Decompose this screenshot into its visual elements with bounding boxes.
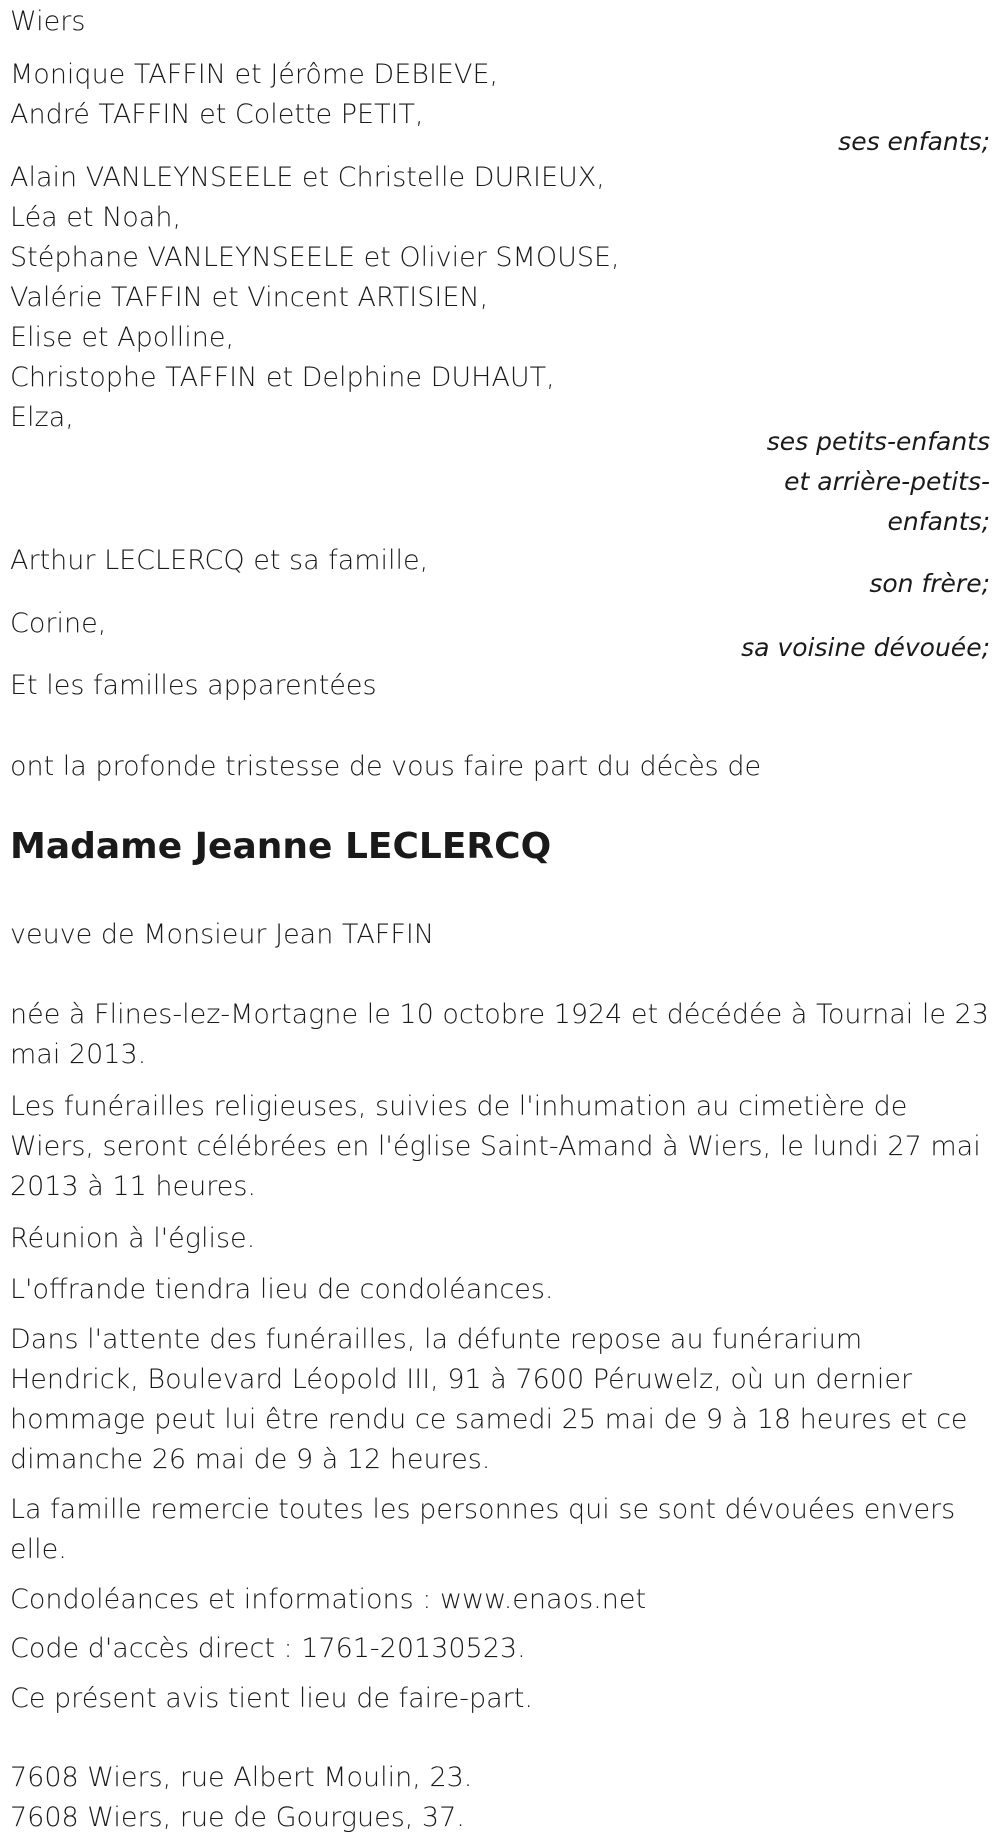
family-line: Christophe TAFFIN et Delphine DUHAUT, [10, 362, 555, 393]
family-line: Alain VANLEYNSEELE et Christelle DURIEUX, [10, 162, 605, 193]
paragraph-condolences: Condoléances et informations : www.enaos.net [10, 1584, 647, 1615]
address-line: 7608 Wiers, rue de Gourgues, 37. [10, 1802, 465, 1833]
relation-role: ses enfants; [838, 127, 990, 156]
paragraph-funerarium: Dans l'attente des funérailles, la défunte repose au funérarium Hendrick, Boulevard Léopold III, 91 à 7600 Péruwelz, où un dernier hommage peut lui être rendu ce samedi 25 mai de 9 à 18 heures et ce dimanche 26 mai de 9 à 12 heures. [10, 1324, 968, 1475]
paragraph-birth-death: née à Flines-lez-Mortagne le 10 octobre 1924 et décédée à Tournai le 23 mai 2013. [10, 999, 989, 1070]
paragraph-meeting: Réunion à l'église. [10, 1223, 256, 1254]
deceased-name: Madame Jeanne LECLERCQ [10, 826, 552, 867]
family-line: André TAFFIN et Colette PETIT, [10, 99, 424, 130]
widow-of-line: veuve de Monsieur Jean TAFFIN [10, 919, 435, 950]
relation-role: enfants; [887, 507, 990, 536]
paragraph-notice: Ce présent avis tient lieu de faire-part. [10, 1683, 533, 1714]
paragraph-thanks: La famille remercie toutes les personnes qui se sont dévouées envers elle. [10, 1494, 956, 1565]
family-line: Monique TAFFIN et Jérôme DEBIEVE, [10, 59, 499, 90]
relation-role: sa voisine dévouée; [741, 633, 990, 662]
family-line: Arthur LECLERCQ et sa famille, [10, 545, 429, 576]
place-heading: Wiers [10, 6, 86, 37]
family-line: Stéphane VANLEYNSEELE et Olivier SMOUSE, [10, 242, 620, 273]
family-line: Valérie TAFFIN et Vincent ARTISIEN, [10, 282, 489, 313]
family-line: Léa et Noah, [10, 202, 182, 233]
address-line: 7608 Wiers, rue Albert Moulin, 23. [10, 1762, 473, 1793]
relation-role: ses petits-enfants [766, 427, 990, 456]
paragraph-offering: L'offrande tiendra lieu de condoléances. [10, 1274, 554, 1305]
relation-role: son frère; [869, 569, 990, 598]
obituary-notice [10, 0, 990, 1846]
family-line: Et les familles apparentées [10, 670, 377, 701]
paragraph-funeral: Les funérailles religieuses, suivies de l'inhumation au cimetière de Wiers, seront célébrées en l'église Saint-Amand à Wiers, le lundi 27 mai 2013 à 11 heures. [10, 1091, 981, 1202]
family-line: Elza, [10, 402, 74, 433]
family-line: Corine, [10, 608, 107, 639]
family-line: Elise et Apolline, [10, 322, 235, 353]
relation-role: et arrière-petits- [784, 467, 990, 496]
announcement-intro: ont la profonde tristesse de vous faire part du décès de [10, 751, 762, 782]
paragraph-access-code: Code d'accès direct : 1761-20130523. [10, 1633, 526, 1664]
